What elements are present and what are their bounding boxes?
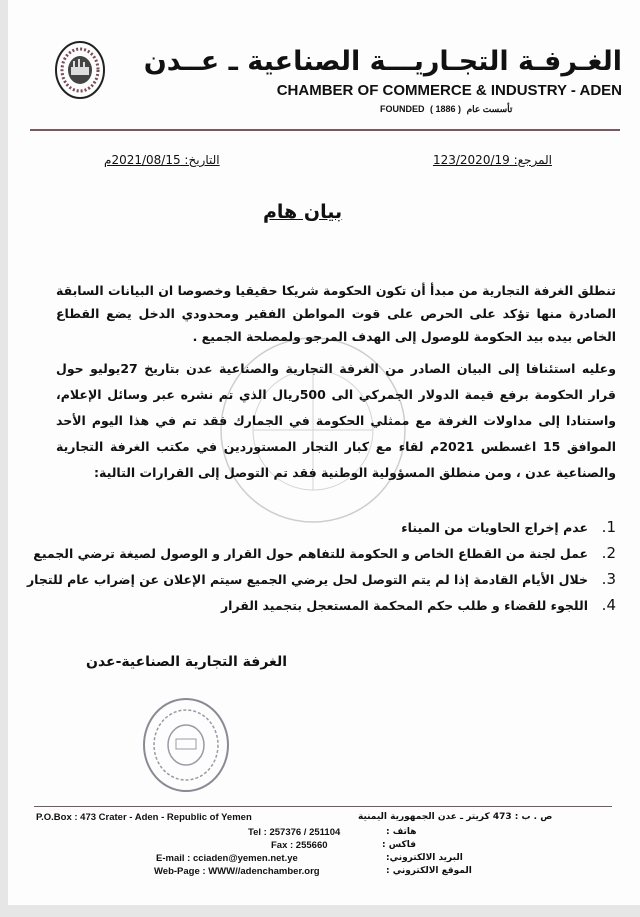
decision-text: خلال الأيام القادمة إذا لم يتم التوصل لحل يرضي الجميع سيتم الإعلان عن إضراب عام للتجار <box>26 572 588 587</box>
decision-item <box>56 592 616 618</box>
footer-email: E-mail : cciaden@yemen.net.ye <box>156 853 298 864</box>
paragraph-intro: تنطلق الغرفة التجارية من مبدأ أن تكون الحكومة شريكا حقيقيا وخصوصا ان البيانات السابقة الصادرة منها تؤكد على الحرص على قوت المواطن الفقير ومحدودي الدخل يضع القطاع الخاص بيده بيد الحكومة للوصول إلى الهدف المرجو ولمصلحة الجميع . <box>56 283 616 344</box>
decision-text: عدم إخراج الحاويات من الميناء <box>401 520 588 535</box>
decision-item <box>26 566 616 592</box>
decision-number: 4. <box>601 596 616 614</box>
footer-tel-ar: هاتف : <box>386 827 417 837</box>
founded-line <box>380 104 515 115</box>
founded-label-ar: تأسست عام <box>466 104 513 114</box>
letterhead-english-title: CHAMBER OF COMMERCE & INDUSTRY - ADEN <box>276 82 622 99</box>
decision-number: 1. <box>601 518 616 536</box>
reference-number: المرجع: 123/2020/19 <box>432 153 552 167</box>
decision-item <box>56 514 616 540</box>
footer-web-ar: الموقع الالكتروني : <box>386 866 472 876</box>
footer-web: Web-Page : WWW//adenchamber.org <box>154 866 320 877</box>
letterhead-arabic-title: الغـرفـة التجـاريـــة الصناعية ـ عــدن <box>143 46 622 77</box>
footer-tel: Tel : 257376 / 251104 <box>248 827 341 838</box>
decision-item <box>33 540 616 566</box>
footer-fax-ar: فاكس : <box>382 840 416 850</box>
paragraph-context: وعليه استئنافا إلى البيان الصادر من الغرفة التجارية والصناعية عدن بتاريخ 27يوليو حول قرار الحكومة برفع قيمة الدولار الجمركي الى 500ريال الذي تم نشره عبر وسائل الإعلام، واستنادا إلى مداولات الغرفة مع ممثلي الحكومة في الجمارك فقد تم في هذا اليوم الأحد الموافق 15 اغسطس 2021م لقاء مع كبار التجار المستوردين في مكتب الغرفة التجارية والصناعية عدن ، ومن منطلق المسؤولية الوطنية فقد تم التوصل إلى القرارات التالية: <box>56 361 616 480</box>
footer-email-ar: البريد الالكتروني: <box>386 853 463 863</box>
document-date: التاريخ: 2021/08/15م <box>104 153 220 167</box>
decision-text: عمل لجنة من القطاع الخاص و الحكومة للتفاهم حول القرار و الوصول لصيغة ترضي الجميع <box>33 546 588 561</box>
header-divider <box>30 129 620 131</box>
footer-divider <box>34 806 612 807</box>
official-stamp-icon <box>136 695 236 795</box>
footer-pobox: P.O.Box : 473 Crater - Aden - Republic of Yemen <box>36 812 252 823</box>
chamber-logo-icon <box>54 40 106 100</box>
footer-fax: Fax : 255660 <box>271 840 328 851</box>
statement-title: بيان هام <box>263 201 343 223</box>
decision-number: 3. <box>601 570 616 588</box>
founded-year: ( 1886 ) <box>430 104 462 114</box>
decisions-list <box>26 514 616 618</box>
decision-number: 2. <box>601 544 616 562</box>
founded-label: FOUNDED <box>380 104 425 114</box>
signature-name: الغرفة التجارية الصناعية-عدن <box>86 654 287 670</box>
document-page <box>8 0 640 905</box>
footer-pobox-ar: ص . ب : 473 كريتر ـ عدن الجمهورية اليمنية <box>358 812 553 822</box>
decision-text: اللجوء للقضاء و طلب حكم المحكمة المستعجل بتجميد القرار <box>220 598 588 613</box>
